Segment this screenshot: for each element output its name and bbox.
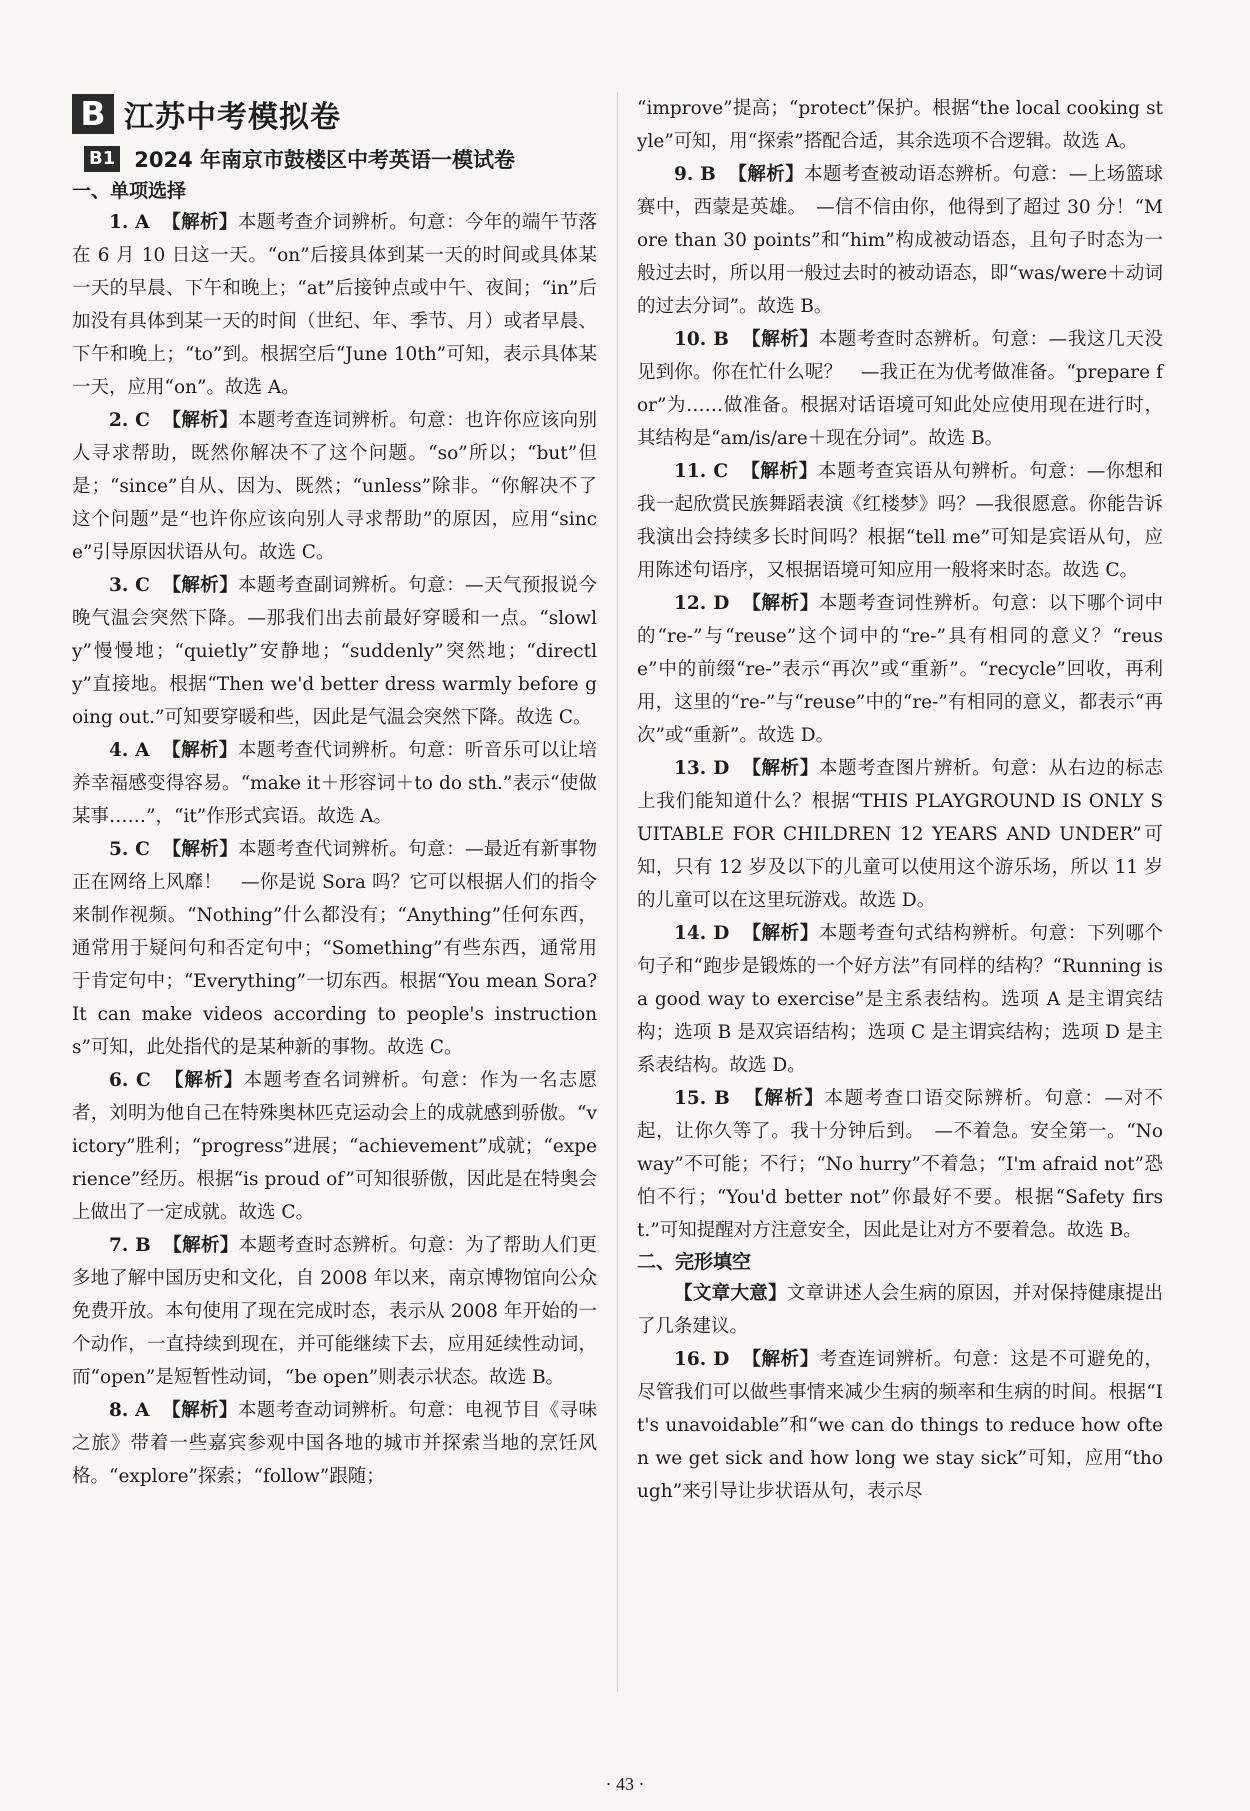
answer-q10: 10. B 【解析】本题考查时态辨析。句意：—我这几天没见到你。你在忙什么呢？ —我正在为优考做准备。“prepare for”为……做准备。根据对话语境可知此处应使用现在进行时，其结构是“am/is/are＋现在分词”。故选 B。 — [637, 329, 1163, 449]
answer-q5: 5. C 【解析】本题考查代词辨析。句意：—最近有新事物正在网络上风靡！ —你是说 Sora 吗？它可以根据人们的指令来制作视频。“Nothing”什么都没有；“Anything”任何东西，通常用于疑问句和否定句中；“Something”有些东西，通常用于肯定句中；“Everything”一切东西。根据“You mean Sora? It can make videos according to people's instructions”可知，此处指代的是某种新的事物。故选 C。 — [72, 839, 597, 1058]
answer-q8: 8. A 【解析】本题考查动词辨析。句意：电视节目《寻味之旅》带着一些嘉宾参观中国各地的城市并探索当地的烹饪风格。“explore”探索；“follow”跟随； — [72, 1400, 597, 1487]
answer-q8-continued: “improve”提高；“protect”保护。根据“the local cooking style”可知，用“探索”搭配合适，其余选项不合逻辑。故选 A。 — [637, 98, 1163, 152]
part1-title: 一、单项选择 — [72, 180, 187, 202]
answer-q14: 14. D 【解析】本题考查句式结构辨析。句意：下列哪个句子和“跑步是锻炼的一个好方法”有同样的结构？“Running is a good way to exercise”是主系表结构。选项 A 是主谓宾结构；选项 B 是双宾语结构；选项 C 是主谓宾结构；选项 D 是主系表结构。故选 D。 — [637, 923, 1163, 1076]
answer-q3: 3. C 【解析】本题考查副词辨析。句意：—天气预报说今晚气温会突然下降。—那我们出去前最好穿暖和一点。“slowly”慢慢地；“quietly”安静地；“suddenly”突然地；“directly”直接地。根据“Then we'd better dress warmly before going out.”可知要穿暖和些，因此是气温会突然下降。故选 C。 — [72, 575, 597, 728]
answer-q11: 11. C 【解析】本题考查宾语从句辨析。句意：—你想和我一起欣赏民族舞蹈表演《红楼梦》吗？—我很愿意。你能告诉我演出会持续多长时间吗？根据“tell me”可知是宾语从句，应用陈述句语序，又根据语境可知应用一般将来时态。故选 C。 — [637, 461, 1163, 581]
column-divider — [617, 92, 618, 1692]
answer-q15: 15. B 【解析】本题考查口语交际辨析。句意：—对不起，让你久等了。我十分钟后到。 —不着急。安全第一。“No way”不可能；不行；“No hurry”不着急；“I'm afraid not”恐怕不行；“You'd better not”你最好不要。根据“Safety first.”可知提醒对方注意安全，因此是让对方不要着急。故选 B。 — [637, 1088, 1163, 1241]
answer-q12: 12. D 【解析】本题考查词性辨析。句意：以下哪个词中的“re-”与“reuse”这个词中的“re-”具有相同的意义？“reuse”中的前缀“re-”表示“再次”或“重新”。“recycle”回收，再利用，这里的“re-”与“reuse”中的“re-”有相同的意义，都表示“再次”或“重新”。故选 D。 — [637, 593, 1163, 746]
part2-title: 二、完形填空 — [637, 1251, 752, 1273]
answer-q16: 16. D 【解析】考查连词辨析。句意：这是不可避免的，尽管我们可以做些事情来减少生病的频率和生病的时间。根据“It's unavoidable”和“we can do things to reduce how often we get sick and how long we stay sick”可知，应用“though”来引导让步状语从句，表示尽 — [637, 1349, 1163, 1502]
answer-q13: 13. D 【解析】本题考查图片辨析。句意：从右边的标志上我们能知道什么？根据“THIS PLAYGROUND IS ONLY SUITABLE FOR CHILDREN 12 YEARS AND UNDER”可知，只有 12 岁及以下的儿童可以使用这个游乐场，所以 11 岁的儿童可以在这里玩游戏。故选 D。 — [637, 758, 1163, 911]
answer-q1: 1. A 【解析】本题考查介词辨析。句意：今年的端午节落在 6 月 10 日这一天。“on”后接具体到某一天的时间或具体某一天的早晨、下午和晚上；“at”后接钟点或中午、夜间；“in”后加没有具体到某一天的时间（世纪、年、季节、月）或者早晨、下午和晚上；“to”到。根据空后“June 10th”可知，表示具体某一天，应用“on”。故选 A。 — [72, 212, 597, 398]
answer-q7: 7. B 【解析】本题考查时态辨析。句意：为了帮助人们更多地了解中国历史和文化，自 2008 年以来，南京博物馆向公众免费开放。本句使用了现在完成时态，表示从 2008 年开始的一个动作，一直持续到现在，并可能继续下去，应用延续性动词，而“open”是短暂性动词，“be open”则表示状态。故选 B。 — [72, 1235, 597, 1388]
paper-badge: B1 — [84, 146, 120, 172]
answer-q2: 2. C 【解析】本题考查连词辨析。句意：也许你应该向别人寻求帮助，既然你解决不了这个问题。“so”所以；“but”但是；“since”自从、因为、既然；“unless”除非。“你解决不了这个问题”是“也许你应该向别人寻求帮助”的原因，应用“since”引导原因状语从句。故选 C。 — [72, 410, 597, 563]
section-title: 江苏中考模拟卷 — [124, 100, 341, 135]
article-summary: 【文章大意】文章讲述人会生病的原因，并对保持健康提出了几条建议。 — [637, 1283, 1163, 1337]
section-badge: B — [72, 94, 114, 134]
page-number: · 43 · — [605, 1774, 645, 1794]
answer-q9: 9. B 【解析】本题考查被动语态辨析。句意：—上场篮球赛中，西蒙是英雄。 —信不信由你，他得到了超过 30 分！“More than 30 points”和“him”构成被动语态，且句子时态为一般过去时，所以用一般过去时的被动语态，即“was/were＋动词的过去分词”。故选 B。 — [637, 164, 1163, 317]
section-header — [72, 92, 597, 136]
answer-q4: 4. A 【解析】本题考查代词辨析。句意：听音乐可以让培养幸福感变得容易。“make it＋形容词＋to do sth.”表示“使做某事……”，“it”作形式宾语。故选 A。 — [72, 740, 597, 827]
answer-q6: 6. C 【解析】本题考查名词辨析。句意：作为一名志愿者，刘明为他自己在特殊奥林匹克运动会上的成就感到骄傲。“victory”胜利；“progress”进展；“achievement”成就；“experience”经历。根据“is proud of”可知很骄傲，因此是在特奥会上做出了一定成就。故选 C。 — [72, 1070, 597, 1223]
left-column — [72, 92, 597, 1493]
paper-header — [72, 144, 597, 174]
paper-title: 2024 年南京市鼓楼区中考英语一模试卷 — [134, 148, 516, 172]
right-column — [637, 92, 1163, 1508]
